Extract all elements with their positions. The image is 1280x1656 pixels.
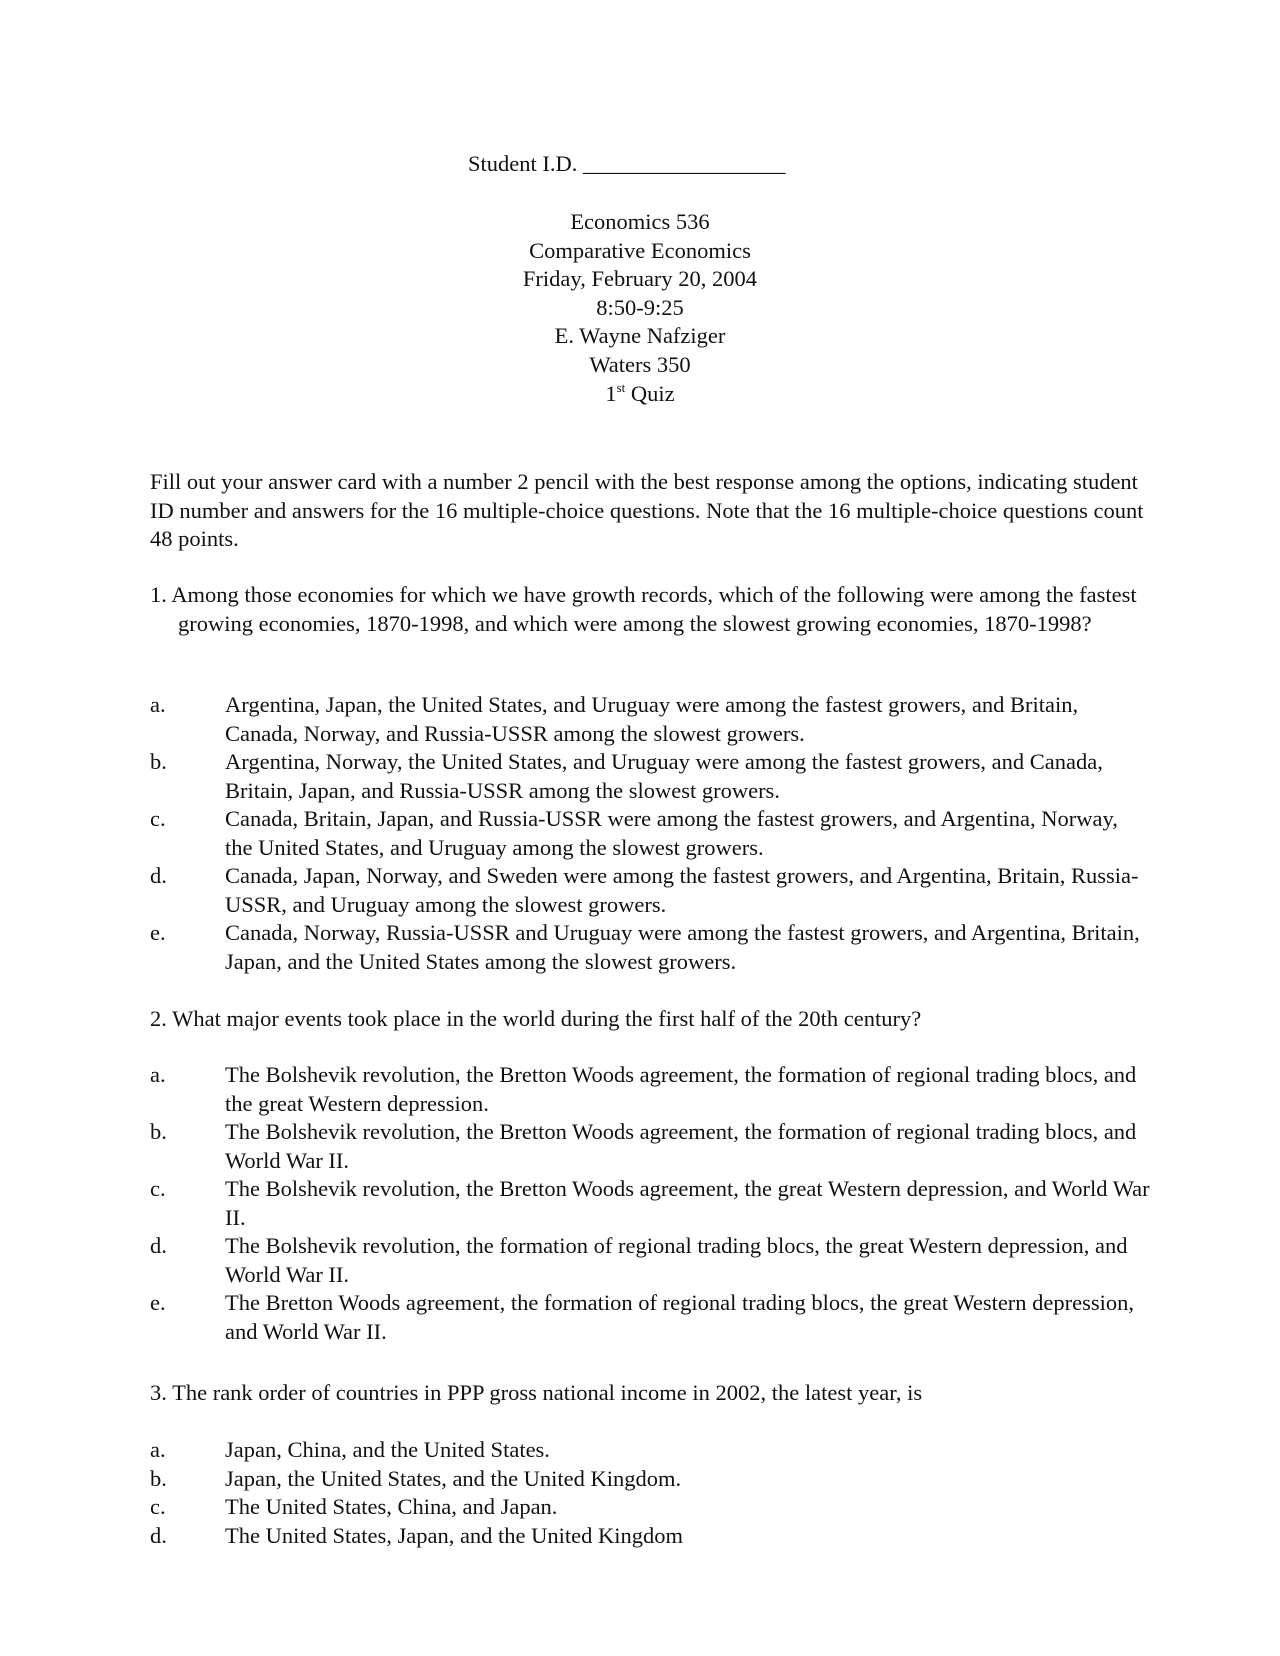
option-letter: b. <box>150 1119 167 1144</box>
question-1-option-a <box>150 691 1150 748</box>
option-text: Japan, China, and the United States. <box>225 1437 550 1462</box>
course-name: Comparative Economics <box>529 237 751 263</box>
student-id-line: Student I.D. __________________ <box>468 151 786 176</box>
option-letter: c. <box>150 806 166 831</box>
quiz-header <box>0 208 1280 408</box>
option-letter: b. <box>150 749 167 774</box>
option-letter: a. <box>150 1437 166 1462</box>
question-2-option-e <box>150 1289 1150 1346</box>
question-2-option-c <box>150 1175 1150 1232</box>
quiz-ordinal-suffix: st <box>616 379 626 395</box>
quiz-title <box>0 380 1280 409</box>
question-1-stem: 1. Among those economies for which we have growth records, which of the following were among the fastest growing economies, 1870-1998, and which were among the slowest growing economies, 1870-1998? <box>150 582 1137 636</box>
option-text: Argentina, Japan, the United States, and Uruguay were among the fastest growers, and Britain, Canada, Norway, and Russia-USSR among the slowest growers. <box>225 692 1079 746</box>
question-1-option-d <box>150 862 1150 919</box>
instructions <box>150 468 1150 554</box>
question-1-options <box>150 691 1150 976</box>
option-letter: e. <box>150 920 166 945</box>
question-3-option-c <box>150 1493 1150 1522</box>
question-2-option-a <box>150 1061 1150 1118</box>
option-text: The Bolshevik revolution, the Bretton Woods agreement, the great Western depression, and World War II. <box>225 1176 1150 1230</box>
question-2-options <box>150 1061 1150 1346</box>
option-text: Canada, Norway, Russia-USSR and Uruguay were among the fastest growers, and Argentina, Britain, Japan, and the United States among the slowest growers. <box>225 920 1140 974</box>
option-letter: a. <box>150 1062 166 1087</box>
question-3-option-a <box>150 1436 1150 1465</box>
option-text: Argentina, Norway, the United States, and Uruguay were among the fastest growers, and Canada, Britain, Japan, and Russia-USSR among the slowest growers. <box>225 749 1103 803</box>
question-1-option-e <box>150 919 1150 976</box>
question-3-options <box>150 1436 1150 1550</box>
question-2-option-b <box>150 1118 1150 1175</box>
question-3-option-d <box>150 1522 1150 1551</box>
option-text: Japan, the United States, and the United Kingdom. <box>225 1465 682 1491</box>
option-letter: d. <box>150 1522 167 1548</box>
option-text: The Bolshevik revolution, the Bretton Woods agreement, the formation of regional trading blocs, and World War II. <box>225 1119 1137 1173</box>
room: Waters 350 <box>589 351 691 377</box>
option-text: The United States, Japan, and the United Kingdom <box>225 1522 684 1548</box>
quiz-time: 8:50-9:25 <box>596 294 684 320</box>
option-letter: d. <box>150 1233 167 1258</box>
option-letter: a. <box>150 692 166 717</box>
option-letter: c. <box>150 1176 166 1201</box>
question-3-stem: 3. The rank order of countries in PPP gross national income in 2002, the latest year, is <box>150 1380 923 1405</box>
question-1-option-b <box>150 748 1150 805</box>
option-letter: d. <box>150 863 167 888</box>
instructor-name: E. Wayne Nafziger <box>554 323 726 349</box>
option-text: The Bretton Woods agreement, the formation of regional trading blocs, the great Western depression, and World War II. <box>225 1290 1135 1344</box>
quiz-date: Friday, February 20, 2004 <box>522 266 758 292</box>
question-3-option-b <box>150 1465 1150 1494</box>
option-letter: e. <box>150 1290 166 1315</box>
course-number: Economics 536 <box>570 209 710 234</box>
question-2-stem: 2. What major events took place in the world during the first half of the 20th century? <box>150 1006 922 1031</box>
question-1-option-c <box>150 805 1150 862</box>
question-2-option-d <box>150 1232 1150 1289</box>
option-text: The Bolshevik revolution, the Bretton Woods agreement, the formation of regional trading blocs, and the great Western depression. <box>225 1062 1137 1116</box>
option-letter: b. <box>150 1465 167 1491</box>
option-text: Canada, Britain, Japan, and Russia-USSR were among the fastest growers, and Argentina, Norway, the United States, and Uruguay among the slowest growers. <box>225 806 1118 860</box>
instructions-text: Fill out your answer card with a number 2 pencil with the best response among the options, indicating student ID number and answers for the 16 multiple-choice questions. Note that the 16 multiple-choice questions count 48 points. <box>150 469 1144 551</box>
option-text: The Bolshevik revolution, the formation of regional trading blocs, the great Western depression, and World War II. <box>225 1233 1128 1287</box>
option-text: The United States, China, and Japan. <box>225 1494 558 1519</box>
quiz-word: Quiz <box>625 380 675 406</box>
option-text: Canada, Japan, Norway, and Sweden were among the fastest growers, and Argentina, Britain, Russia-USSR, and Uruguay among the slowest growers. <box>225 863 1139 917</box>
option-letter: c. <box>150 1494 166 1519</box>
quiz-ordinal: 1 <box>605 380 617 406</box>
